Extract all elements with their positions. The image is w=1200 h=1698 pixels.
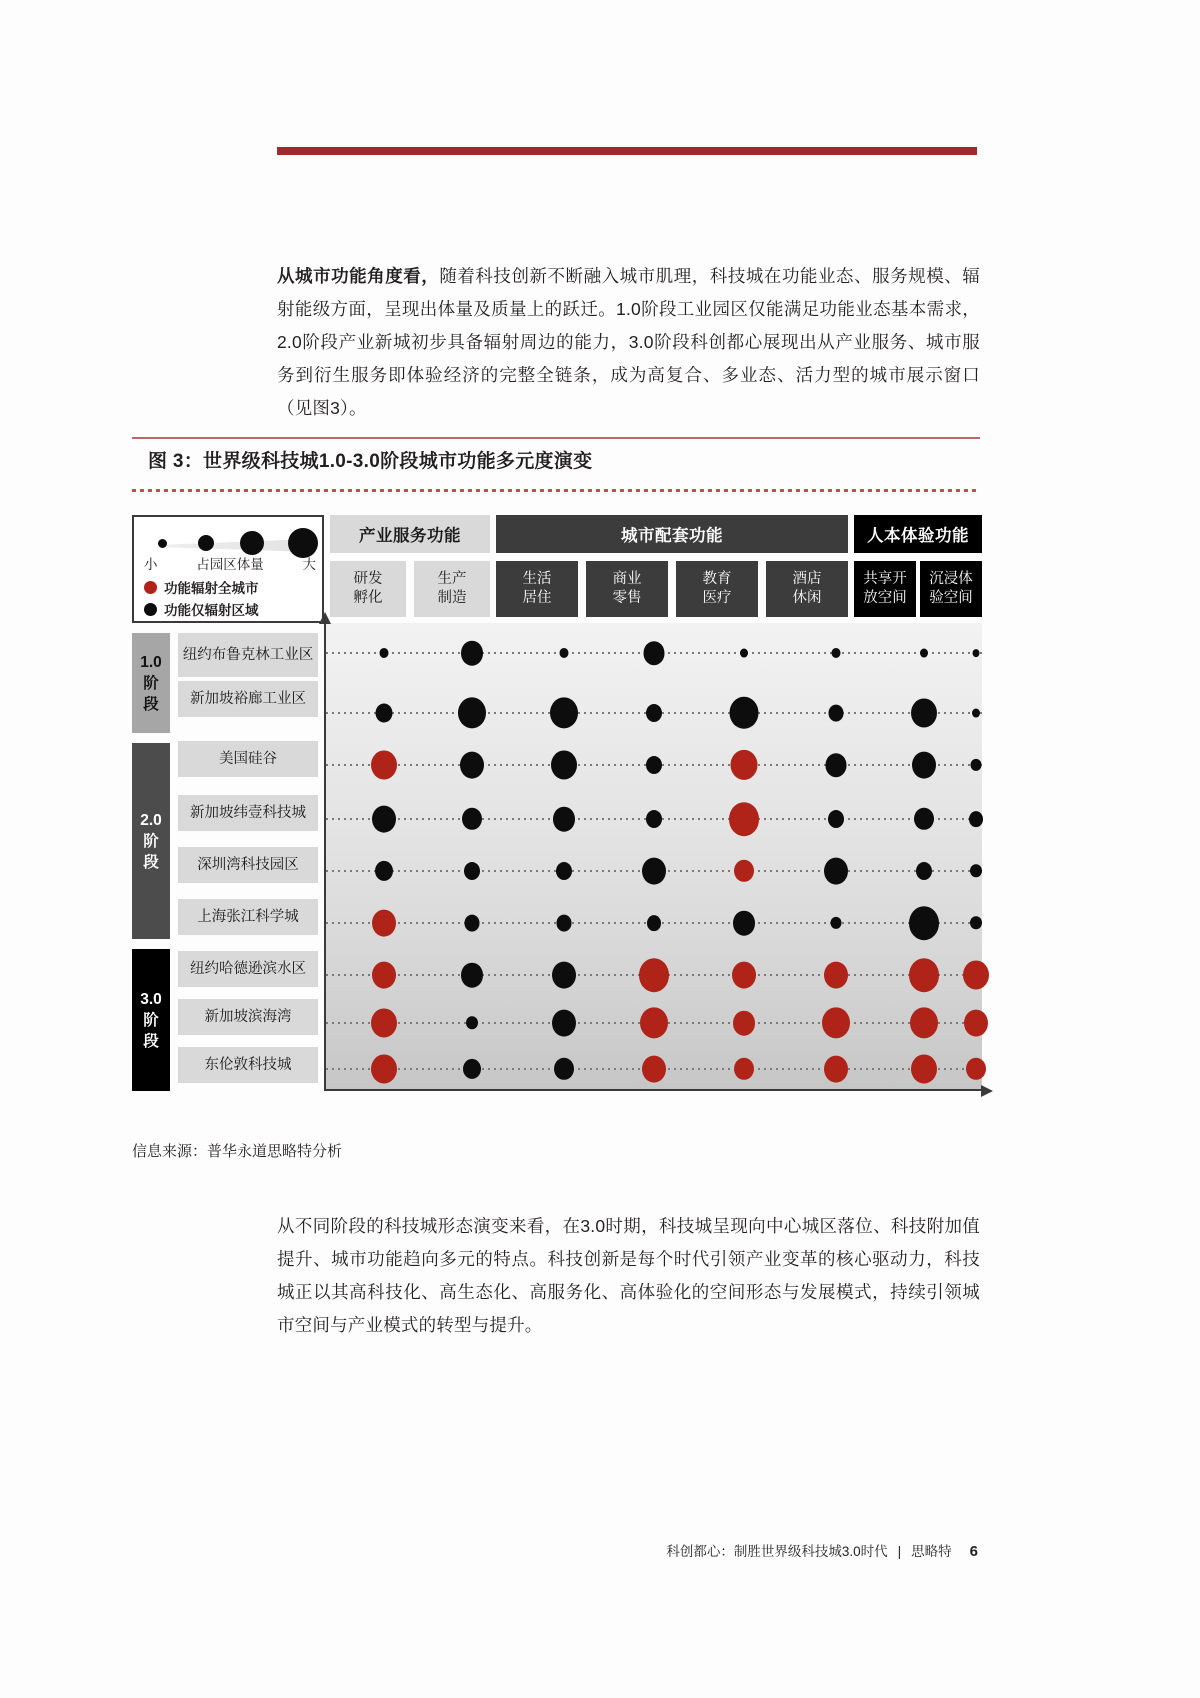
bubble-district <box>646 810 662 828</box>
intro-lead: 从城市功能角度看， <box>277 265 440 286</box>
bubble-district <box>831 917 842 929</box>
bubble-district <box>646 756 662 774</box>
legend-item-districtonly <box>144 599 259 619</box>
bubble-citywide <box>640 1007 668 1038</box>
stage-block-1 <box>132 633 170 733</box>
bubble-district <box>972 709 980 718</box>
row-label <box>178 1047 318 1083</box>
column-header-living-l1: 生活 <box>522 571 552 587</box>
column-group-header-city: 城市配套功能 <box>496 515 848 553</box>
legend-dot-xs <box>158 539 167 548</box>
bubble-citywide <box>963 960 989 989</box>
bubble-district <box>826 753 847 777</box>
row-label <box>178 999 318 1035</box>
y-axis-arrow-icon <box>319 612 331 624</box>
bubble-citywide <box>642 1056 666 1083</box>
bubble-district <box>740 649 748 658</box>
legend-black-dot-icon <box>144 603 157 616</box>
bubble-district <box>554 1058 574 1080</box>
bubble-district <box>560 648 569 658</box>
chart-legend <box>132 515 324 623</box>
bubble-district <box>916 862 932 880</box>
stage-2-c2: 段 <box>143 853 159 871</box>
column-header-living-l2: 居住 <box>522 590 552 606</box>
footer-brand: 思略特 <box>911 1544 952 1559</box>
row-label <box>178 741 318 777</box>
row-label-text: 东伦敦科技城 <box>204 1056 292 1073</box>
figure-dotted-rule <box>132 489 980 492</box>
stage-1-c2: 段 <box>143 695 159 713</box>
bubble-citywide <box>966 1058 986 1080</box>
bubble-citywide <box>371 750 397 779</box>
figure-title: 图 3：世界级科技城1.0-3.0阶段城市功能多元度演变 <box>148 451 593 472</box>
column-header-rnd-l2: 孵化 <box>353 590 383 606</box>
bubble-district <box>909 906 939 940</box>
column-header-immersive-space <box>920 561 982 617</box>
bubble-citywide <box>371 1008 397 1037</box>
row-label-text: 深圳湾科技园区 <box>197 856 299 873</box>
legend-scale-labels <box>138 553 322 573</box>
outro-paragraph: 从不同阶段的科技城形态演变来看，在3.0时期，科技城呈现向中心城区落位、科技附加值提升、城市功能趋向多元的特点。科技创新是每个时代引领产业变革的核心驱动力，科技城正以其高科技化、高生态化、高服务化、高体验化的空间形态与发展模式，持续引领城市空间与产业模式的转型与提升。 <box>277 1215 980 1335</box>
bubble-district <box>380 648 389 658</box>
bubble-district <box>973 649 980 657</box>
footer-divider: | <box>897 1544 902 1559</box>
bubble-district <box>920 649 928 658</box>
column-header-rnd-l1: 研发 <box>353 571 383 587</box>
column-header-immersive-space-l2: 验空间 <box>929 590 973 606</box>
top-accent-rule <box>277 147 977 155</box>
legend-dot-m <box>240 531 264 555</box>
column-header-shared-space-l1: 共享开 <box>863 571 907 587</box>
intro-body: 随着科技创新不断融入城市肌理，科技城在功能业态、服务规模、辐射能级方面，呈现出体量及质量上的跃迁。1.0阶段工业园区仅能满足功能业态基本需求，2.0阶段产业新城初步具备辐射周边的能力，3.0阶段科创都心展现出从产业服务、城市服务到衍生服务即体验经济的完整全链条，成为高复合、多业态、活力型的城市展示窗口（见图3）。 <box>277 265 980 418</box>
stage-1-num: 1.0 <box>140 653 162 671</box>
column-header-shared-space <box>854 561 916 617</box>
row-label <box>178 847 318 883</box>
stage-3-c2: 段 <box>143 1032 159 1050</box>
bubble-district <box>971 759 982 771</box>
page-footer <box>666 1540 978 1560</box>
bubble-citywide <box>372 910 396 937</box>
stage-2-c1: 阶 <box>143 832 159 850</box>
row-label <box>178 633 318 677</box>
bubble-citywide <box>729 802 759 836</box>
bubble-citywide <box>822 1007 850 1038</box>
legend-red-label: 功能辐射全城市 <box>164 581 259 596</box>
page-number: 6 <box>969 1543 978 1560</box>
stage-3-c1: 阶 <box>143 1011 159 1029</box>
plot-area <box>324 623 982 1091</box>
legend-black-label: 功能仅辐射区域 <box>164 603 259 618</box>
column-header-rnd <box>330 561 406 617</box>
bubble-citywide <box>964 1010 988 1037</box>
bubble-citywide <box>734 860 754 882</box>
bubble-citywide <box>909 958 939 992</box>
row-label-text: 新加坡裕廊工业区 <box>190 690 306 707</box>
column-header-manufacturing-l2: 制造 <box>437 590 467 606</box>
bubble-district <box>970 916 982 929</box>
row-label-text: 纽约哈德逊滨水区 <box>190 960 306 977</box>
bubble-district <box>466 1016 478 1029</box>
bubble-district <box>461 641 483 666</box>
column-header-retail-l2: 零售 <box>612 590 642 606</box>
column-header-manufacturing-l1: 生产 <box>437 571 467 587</box>
bubble-district <box>464 862 480 880</box>
bubble-district <box>462 808 482 830</box>
bubble-district <box>914 808 934 830</box>
row-label-text: 新加坡纬壹科技城 <box>190 804 306 821</box>
row-label <box>178 795 318 831</box>
bubble-district <box>642 858 666 885</box>
y-axis <box>324 623 326 1091</box>
bubble-citywide <box>824 1056 848 1083</box>
column-header-shared-space-l2: 放空间 <box>863 590 907 606</box>
legend-scale-small: 小 <box>144 557 158 572</box>
stage-block-3 <box>132 949 170 1091</box>
bubble-citywide <box>731 750 758 780</box>
bubble-district <box>372 806 396 833</box>
bubble-district <box>376 703 393 722</box>
bubble-citywide <box>733 1011 755 1036</box>
bubble-district <box>646 704 662 722</box>
x-axis-arrow-icon <box>981 1085 993 1097</box>
bubble-district <box>552 962 576 989</box>
bubble-district <box>829 705 844 722</box>
bubble-district <box>557 915 572 932</box>
stage-2-num: 2.0 <box>140 811 162 829</box>
bubble-district <box>460 752 484 779</box>
bubble-district <box>552 1010 576 1037</box>
bubble-district <box>832 648 841 658</box>
column-header-retail-l1: 商业 <box>612 571 642 587</box>
bubble-district <box>553 807 575 832</box>
bubble-district <box>463 1059 481 1079</box>
stage-1-c1: 阶 <box>143 674 159 692</box>
column-header-hotel <box>766 561 848 617</box>
bubble-citywide <box>824 962 848 989</box>
row-label <box>178 681 318 717</box>
bubble-citywide <box>910 1007 938 1038</box>
column-header-living <box>496 561 578 617</box>
bubble-district <box>733 911 755 936</box>
bubble-district <box>824 858 848 885</box>
source-note: 信息来源：普华永道思略特分析 <box>132 1143 343 1160</box>
stage-block-2 <box>132 743 170 939</box>
row-label-text: 纽约布鲁克林工业区 <box>182 646 314 663</box>
legend-item-citywide <box>144 577 259 597</box>
bubble-district <box>644 641 665 665</box>
bubble-district <box>550 697 578 728</box>
column-header-education-l2: 医疗 <box>702 590 732 606</box>
bubble-citywide <box>734 1058 754 1080</box>
legend-size-scale <box>140 523 320 553</box>
bubble-citywide <box>371 1054 397 1083</box>
row-label-text: 上海张江科学城 <box>197 908 299 925</box>
row-label <box>178 951 318 987</box>
bubble-district <box>551 750 577 779</box>
column-group-header-human: 人本体验功能 <box>854 515 982 553</box>
bubble-district <box>730 697 759 729</box>
row-label-text: 新加坡滨海湾 <box>204 1008 292 1025</box>
legend-scale-large: 大 <box>302 557 316 572</box>
bubble-district <box>461 963 483 988</box>
x-axis <box>324 1089 982 1091</box>
column-header-education-l1: 教育 <box>702 571 732 587</box>
bubble-district <box>465 915 480 932</box>
figure-title-rule <box>132 437 980 439</box>
column-header-education <box>676 561 758 617</box>
bubble-citywide <box>911 1054 937 1083</box>
bubble-district <box>458 697 486 728</box>
bubble-district <box>375 861 393 881</box>
legend-red-dot-icon <box>144 581 157 594</box>
bubble-citywide <box>732 962 756 989</box>
column-header-hotel-l2: 休闲 <box>792 590 822 606</box>
bubble-district <box>828 810 844 828</box>
column-header-retail <box>586 561 668 617</box>
bubble-district <box>556 862 572 880</box>
intro-paragraph <box>277 260 980 425</box>
stage-3-num: 3.0 <box>140 990 162 1008</box>
figure-3-bubble-chart <box>132 515 982 1115</box>
legend-scale-caption: 占园区体量 <box>196 557 264 572</box>
bubble-district <box>911 698 937 727</box>
bubble-district <box>647 915 661 931</box>
bubble-citywide <box>639 958 669 992</box>
bubble-district <box>912 752 936 779</box>
column-header-immersive-space-l1: 沉浸体 <box>929 571 973 587</box>
row-label <box>178 899 318 935</box>
column-header-manufacturing <box>414 561 490 617</box>
column-header-hotel-l1: 酒店 <box>792 571 822 587</box>
footer-title: 科创都心：制胜世界级科技城3.0时代 <box>666 1544 888 1559</box>
row-label-text: 美国硅谷 <box>219 750 277 767</box>
column-group-header-industry: 产业服务功能 <box>330 515 490 553</box>
bubble-district <box>969 811 983 827</box>
bubble-district <box>970 864 982 877</box>
legend-dot-s <box>198 535 214 551</box>
bubble-citywide <box>372 962 396 989</box>
